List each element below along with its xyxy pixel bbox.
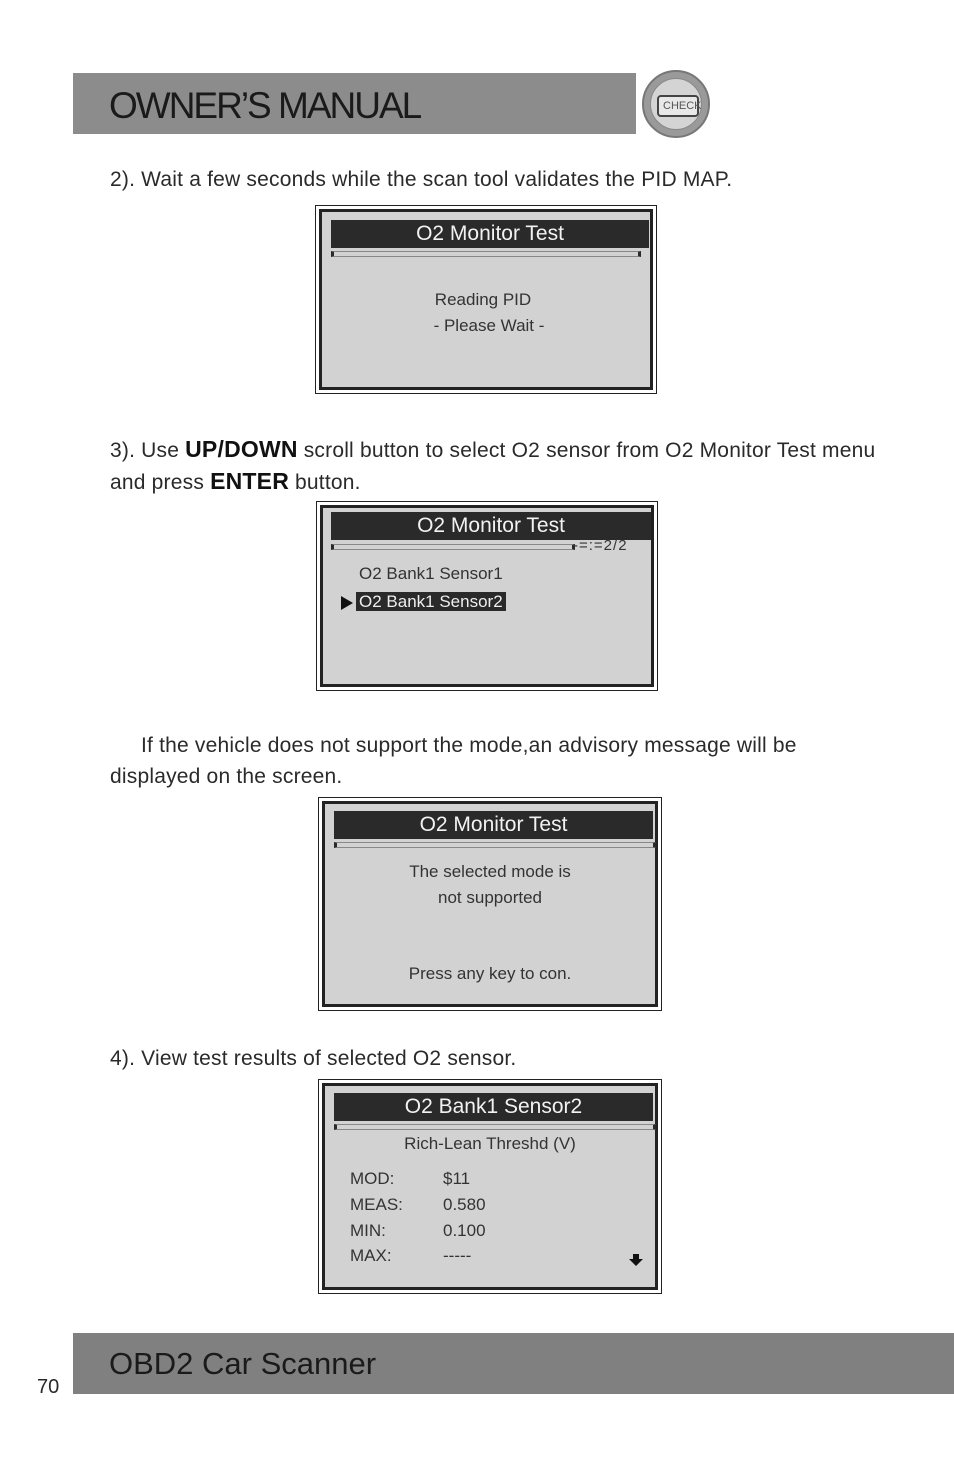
result-subtitle: Rich-Lean Threshd (V)	[404, 1134, 576, 1153]
result-value: -----	[443, 1246, 472, 1265]
page-indicator: -=:=2/2	[573, 537, 628, 554]
footer-bar	[73, 1333, 954, 1394]
enter-key: ENTER	[210, 468, 290, 494]
screen-reading-pid	[315, 205, 657, 394]
screen-line: The selected mode is	[409, 862, 571, 881]
screen-divider	[331, 544, 575, 550]
page-title: OWNER’S MANUAL	[109, 85, 421, 126]
result-value: $11	[443, 1169, 471, 1188]
page-number: 70	[37, 1376, 60, 1398]
footer-title: OBD2 Car Scanner	[109, 1346, 377, 1381]
scroll-down-icon	[629, 1254, 643, 1266]
screen-line: Press any key to con.	[408, 964, 572, 983]
header-bar	[73, 73, 636, 134]
step-4-text: 4). View test results of selected O2 sensor.	[110, 1047, 517, 1070]
screen-test-results	[318, 1079, 662, 1294]
screen-not-supported	[318, 797, 662, 1011]
screen-line: not supported	[438, 888, 542, 907]
menu-item[interactable]: O2 Bank1 Sensor1	[359, 564, 503, 583]
result-value: 0.580	[443, 1195, 486, 1214]
screen-title: O2 Monitor Test	[334, 811, 653, 839]
screen-divider	[334, 1124, 656, 1130]
up-down-key: UP/DOWN	[185, 436, 298, 462]
screen-title: O2 Monitor Test	[331, 512, 651, 540]
menu-item-selected[interactable]: O2 Bank1 Sensor2	[356, 592, 506, 612]
selection-arrow-icon	[341, 596, 353, 610]
result-label: MIN:	[350, 1221, 386, 1240]
result-label: MOD:	[350, 1169, 395, 1188]
result-value: 0.100	[443, 1221, 486, 1240]
screen-line: Reading PID	[434, 290, 532, 309]
screen-line: - Please Wait -	[433, 316, 545, 335]
result-label: MAX:	[350, 1246, 392, 1265]
screen-sensor-menu	[316, 501, 658, 691]
screen-divider	[334, 842, 656, 848]
check-engine-label: CHECK	[663, 100, 702, 112]
advisory-text: If the vehicle does not support the mode,an advisory message will be displayed on the screen.	[110, 734, 797, 788]
step-3-text: 3). Use UP/DOWN scroll button to select O2 sensor from O2 Monitor Test menu and press ENTER button.	[110, 436, 876, 494]
check-engine-icon	[657, 95, 702, 117]
screen-title: O2 Bank1 Sensor2	[334, 1093, 653, 1121]
step-2-text: 2). Wait a few seconds while the scan tool validates the PID MAP.	[110, 168, 733, 191]
check-engine-badge	[642, 70, 710, 138]
screen-title: O2 Monitor Test	[331, 220, 649, 248]
screen-divider	[331, 251, 641, 257]
result-label: MEAS:	[350, 1195, 403, 1214]
